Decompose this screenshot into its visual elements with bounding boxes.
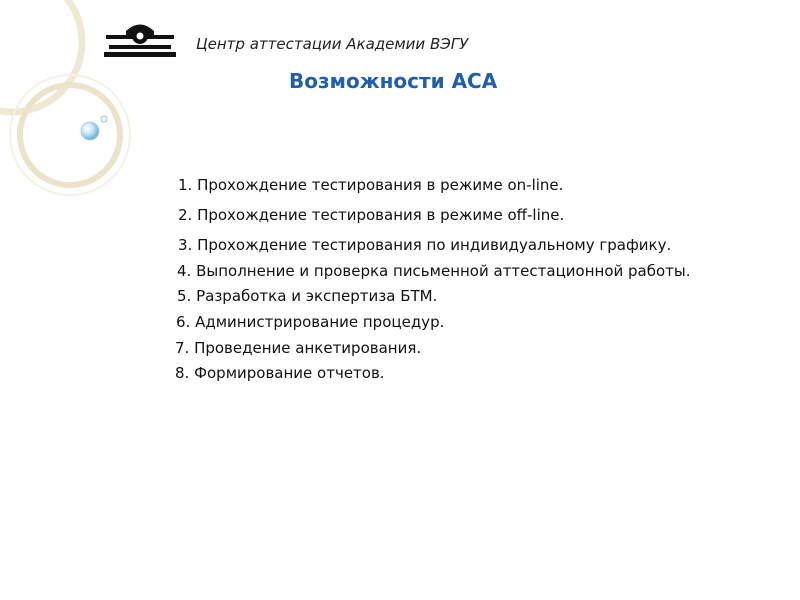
bubbles-decoration xyxy=(81,116,107,140)
list-item: 1. Прохождение тестирования в режиме on-line. xyxy=(178,176,564,194)
page-title: Возможности АСА xyxy=(289,69,498,93)
outer-faint-ring xyxy=(10,75,130,195)
list-item: 8. Формирование отчетов. xyxy=(175,364,385,382)
list-item: 6. Администрирование процедур. xyxy=(176,313,445,331)
bubble-large xyxy=(81,122,99,140)
organization-subtitle: Центр аттестации Академии ВЭГУ xyxy=(196,35,469,53)
list-item: 2. Прохождение тестирования в режиме off-line. xyxy=(178,206,565,224)
list-item: 3. Прохождение тестирования по индивидуальному графику. xyxy=(178,236,672,254)
small-ring xyxy=(20,85,120,185)
list-item: 4. Выполнение и проверка письменной аттестационной работы. xyxy=(177,262,691,280)
bubble-small xyxy=(101,116,107,122)
scales-logo-icon xyxy=(104,20,176,60)
list-item: 7. Проведение анкетирования. xyxy=(175,339,422,357)
list-item: 5. Разработка и экспертиза БТМ. xyxy=(177,287,438,305)
